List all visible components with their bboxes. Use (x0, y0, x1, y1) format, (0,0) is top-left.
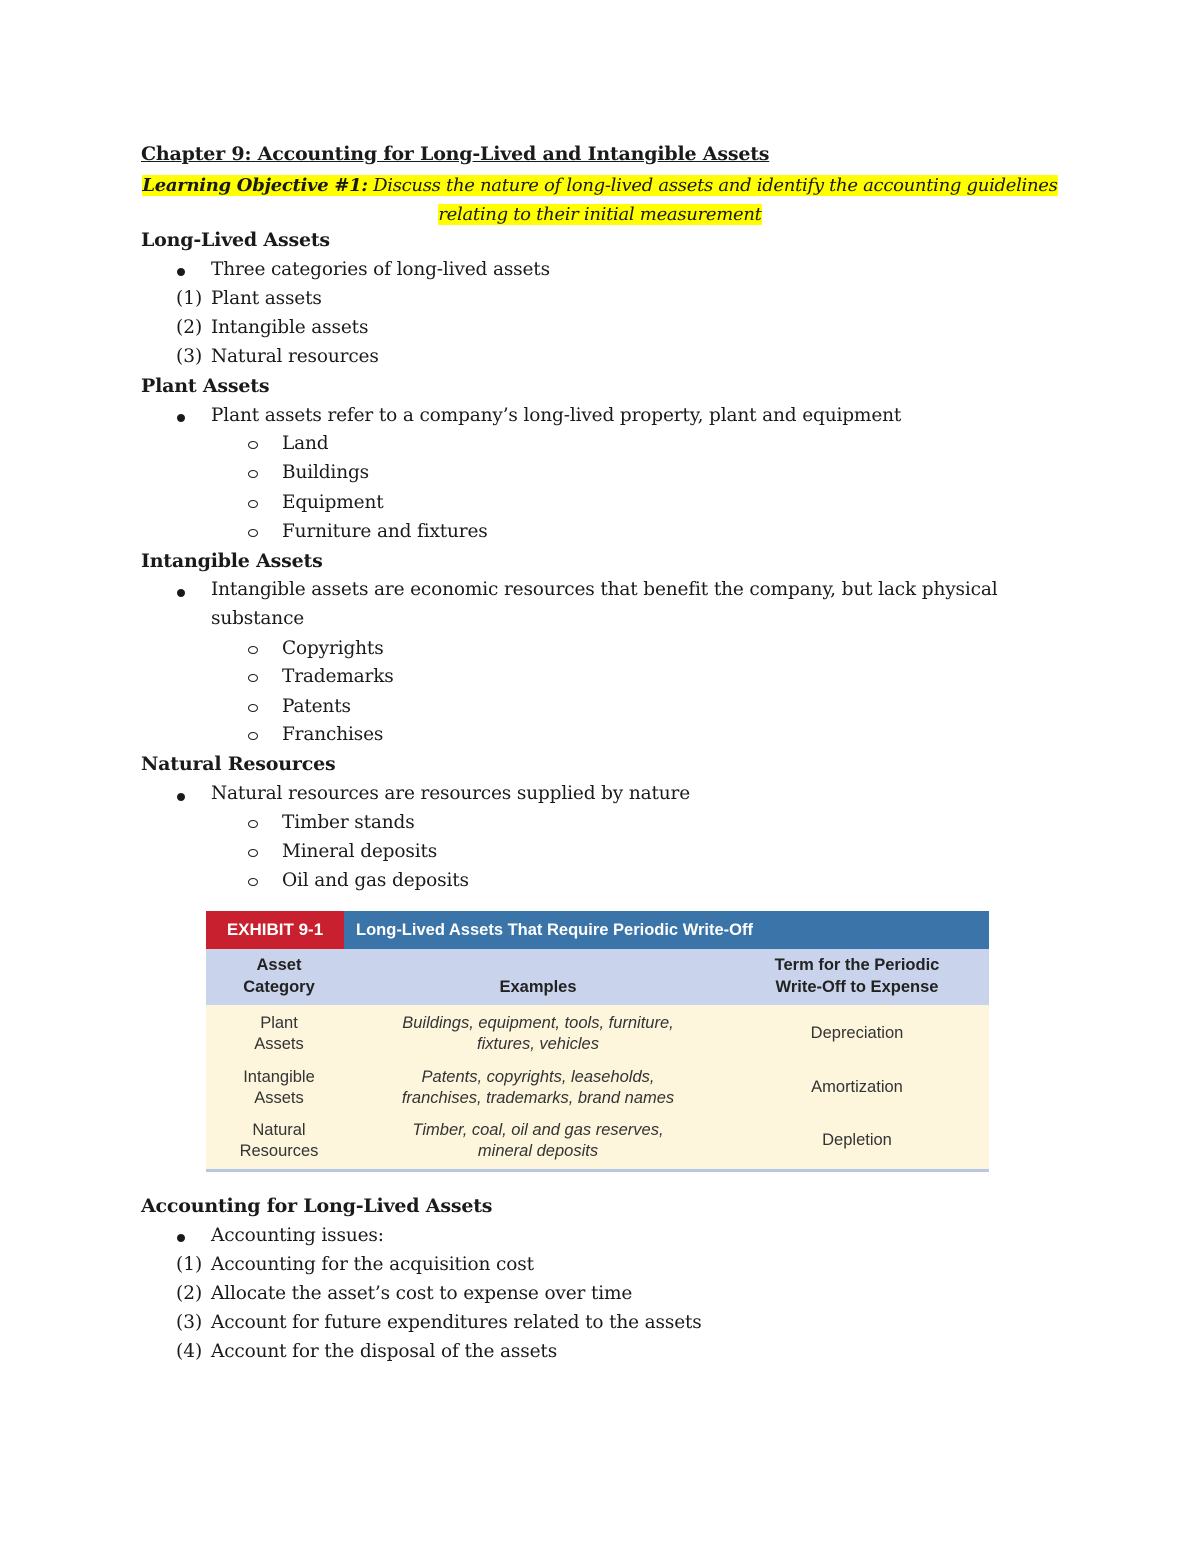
exhibit-header-bar (206, 911, 989, 949)
circle-bullet-icon (248, 820, 258, 828)
chapter-title: Chapter 9: Accounting for Long-Lived and Intangible Assets (141, 143, 770, 165)
table-row (206, 1061, 989, 1114)
exhibit-body (206, 1005, 989, 1172)
bullet-icon (177, 589, 185, 597)
objective-line-1 (142, 175, 1057, 196)
table-cell-examples: Buildings, equipment, tools, furniture, fixtures, vehicles (402, 1013, 674, 1053)
item-number: (2) (176, 317, 203, 338)
sub-list-item: Equipment (282, 492, 384, 513)
sub-list-item: Franchises (282, 724, 384, 745)
bullet-icon (177, 414, 185, 422)
list-item: Three categories of long-lived assets (211, 259, 550, 280)
list-item: Accounting for the acquisition cost (211, 1254, 534, 1275)
column-header-examples: Examples (499, 978, 577, 996)
list-item: Accounting issues: (211, 1225, 384, 1246)
sub-list-item: Patents (282, 696, 351, 717)
circle-bullet-icon (248, 470, 258, 478)
list-item: Allocate the asset’s cost to expense over time (211, 1283, 633, 1304)
learning-objective (141, 171, 1059, 229)
heading-natural-resources: Natural Resources (141, 753, 336, 775)
circle-bullet-icon (248, 441, 258, 449)
exhibit-table (206, 911, 989, 1172)
table-cell-term: Depletion (822, 1131, 892, 1149)
table-row (206, 1114, 989, 1167)
sub-list-item: Timber stands (282, 812, 415, 833)
list-item: Account for future expenditures related to the assets (211, 1312, 702, 1333)
list-item: Natural resources are resources supplied by nature (211, 783, 691, 804)
list-item: Plant assets (211, 288, 322, 309)
list-item: Natural resources (211, 346, 379, 367)
objective-text-1: Discuss the nature of long-lived assets and identify the accounting guidelines (367, 175, 1058, 196)
exhibit-column-headers (206, 949, 989, 1005)
sub-list-item: Trademarks (282, 666, 394, 687)
bullet-icon (177, 268, 185, 276)
bullet-icon (177, 1234, 185, 1242)
list-item: Plant assets refer to a company’s long-lived property, plant and equipment (211, 405, 902, 426)
heading-intangible-assets: Intangible Assets (141, 550, 323, 572)
table-cell-category: Intangible Assets (243, 1067, 315, 1107)
circle-bullet-icon (248, 878, 258, 886)
list-item: Account for the disposal of the assets (211, 1341, 558, 1362)
table-cell-examples: Timber, coal, oil and gas reserves, mineral deposits (412, 1120, 664, 1160)
item-number: (1) (176, 1254, 203, 1275)
item-number: (3) (176, 1312, 203, 1333)
table-cell-category: Plant Assets (254, 1013, 304, 1053)
list-item: Intangible assets (211, 317, 369, 338)
list-item-continuation: substance (211, 608, 305, 629)
circle-bullet-icon (248, 704, 258, 712)
heading-accounting-long-lived: Accounting for Long-Lived Assets (141, 1195, 493, 1217)
sub-list-item: Oil and gas deposits (282, 870, 469, 891)
sub-list-item: Buildings (282, 462, 370, 483)
table-cell-term: Depreciation (810, 1024, 904, 1042)
sub-list-item: Furniture and fixtures (282, 521, 488, 542)
sub-list-item: Mineral deposits (282, 841, 438, 862)
sub-list-item: Land (282, 433, 329, 454)
bullet-icon (177, 793, 185, 801)
circle-bullet-icon (248, 674, 258, 682)
list-item: Intangible assets are economic resources that benefit the company, but lack physical (211, 579, 998, 600)
heading-plant-assets: Plant Assets (141, 375, 270, 397)
item-number: (3) (176, 346, 203, 367)
column-header-category: Asset Category (243, 956, 315, 996)
item-number: (1) (176, 288, 203, 309)
heading-long-lived-assets: Long-Lived Assets (141, 229, 330, 251)
column-header-term: Term for the Periodic Write-Off to Expense (774, 956, 940, 996)
exhibit-title: Long-Lived Assets That Require Periodic Write-Off (356, 921, 753, 939)
circle-bullet-icon (248, 500, 258, 508)
table-cell-examples: Patents, copyrights, leaseholds, franchises, trademarks, brand names (401, 1067, 675, 1107)
circle-bullet-icon (248, 849, 258, 857)
objective-text-2: relating to their initial measurement (438, 204, 762, 225)
sub-list-item: Copyrights (282, 638, 384, 659)
item-number: (4) (176, 1341, 203, 1362)
table-cell-term: Amortization (811, 1078, 903, 1096)
table-row (206, 1007, 989, 1060)
item-number: (2) (176, 1283, 203, 1304)
circle-bullet-icon (248, 732, 258, 740)
circle-bullet-icon (248, 529, 258, 537)
objective-label: Learning Objective #1: (142, 175, 368, 196)
table-cell-category: Natural Resources (239, 1120, 319, 1160)
exhibit-label: EXHIBIT 9-1 (206, 911, 344, 949)
circle-bullet-icon (248, 646, 258, 654)
